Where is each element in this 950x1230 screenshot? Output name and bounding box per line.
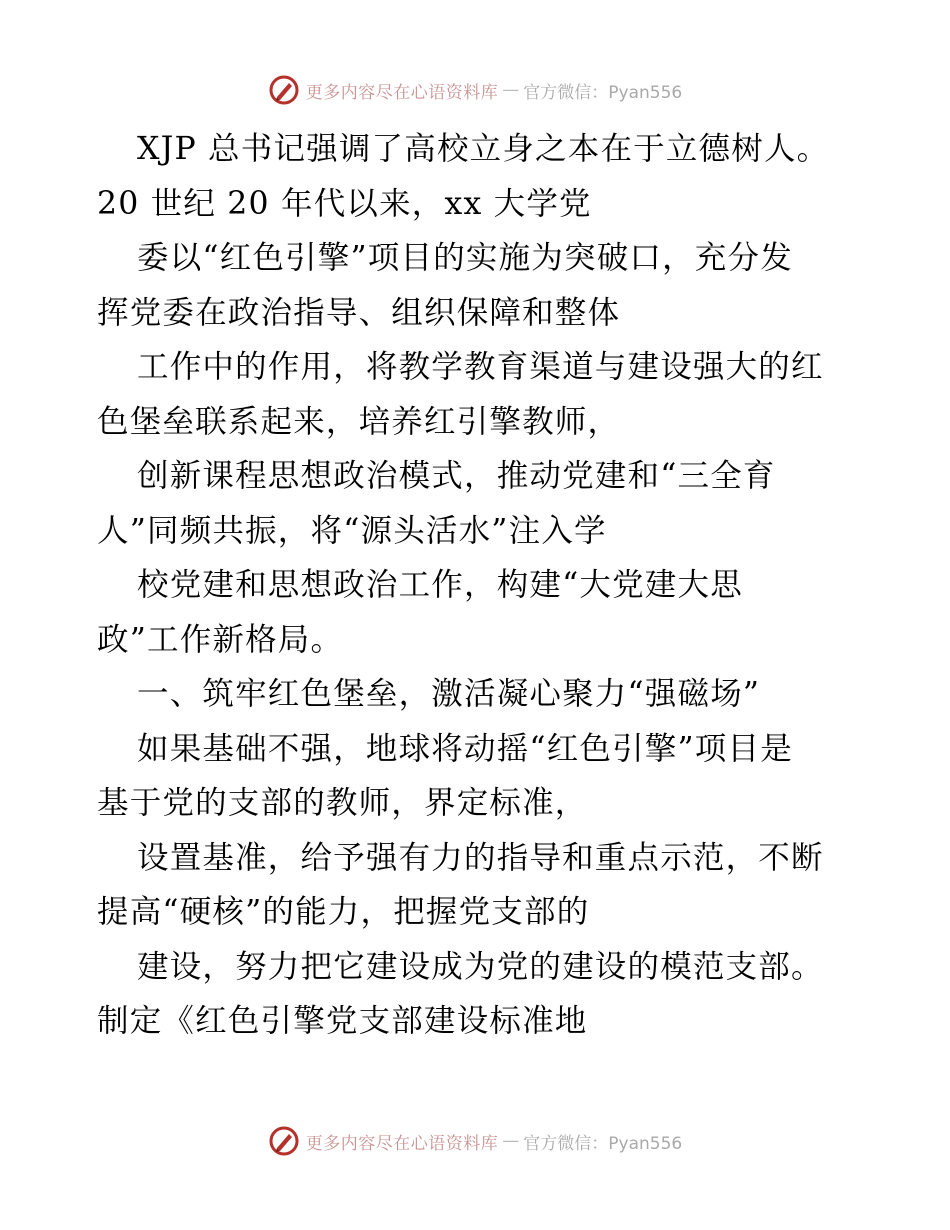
body-line-15: 提高“硬核”的能力，把握党支部的 <box>97 894 590 930</box>
watermark-contact: 官方微信：Pyan556 <box>523 82 683 103</box>
body-line-17: 制定《红色引擎党支部建设标准地 <box>97 1003 588 1039</box>
body-line-8: 人”同频共振，将“源头活水”注入学 <box>97 512 607 549</box>
logo-icon <box>268 1125 300 1157</box>
body-line-6: 色堡垒联系起来，培养红引擎教师， <box>97 403 621 440</box>
body-line-9: 校党建和思想政治工作，构建“大党建大思 <box>137 567 743 603</box>
body-line-7: 创新课程思想政治模式，推动党建和“三全育 <box>137 458 776 494</box>
body-line-4: 挥党委在政治指导、组织保障和整体 <box>97 294 621 331</box>
body-line-14: 设置基准，给予强有力的指导和重点示范，不断 <box>137 839 824 876</box>
body-line-2: 20 世纪 20 年代以来，xx 大学党 <box>97 185 592 222</box>
watermark-contact: 官方微信：Pyan556 <box>523 1133 683 1154</box>
watermark-separator: — <box>502 80 520 100</box>
header-watermark <box>0 70 950 110</box>
body-line-10: 政”工作新格局。 <box>97 621 344 658</box>
body-line-1: XJP 总书记强调了高校立身之本在于立德树人。 <box>137 131 830 167</box>
watermark-text: 更多内容尽在心语资料库 <box>305 82 499 103</box>
footer-watermark <box>0 1121 950 1161</box>
logo-icon <box>268 74 300 106</box>
watermark-text: 更多内容尽在心语资料库 <box>305 1133 499 1154</box>
body-line-5: 工作中的作用，将教学教育渠道与建设强大的红 <box>137 349 824 385</box>
body-line-12: 如果基础不强，地球将动摇“红色引擎”项目是 <box>137 730 793 767</box>
watermark-separator: — <box>502 1131 520 1151</box>
section-heading-1: 一、筑牢红色堡垒，激活凝心聚力“强磁场” <box>137 676 761 712</box>
document-body <box>97 122 867 1049</box>
body-line-16: 建设，努力把它建设成为党的建设的模范支部。 <box>137 948 824 985</box>
body-line-13: 基于党的支部的教师，界定标准， <box>97 785 588 821</box>
body-line-3: 委以“红色引擎”项目的实施为突破口，充分发 <box>137 240 793 276</box>
